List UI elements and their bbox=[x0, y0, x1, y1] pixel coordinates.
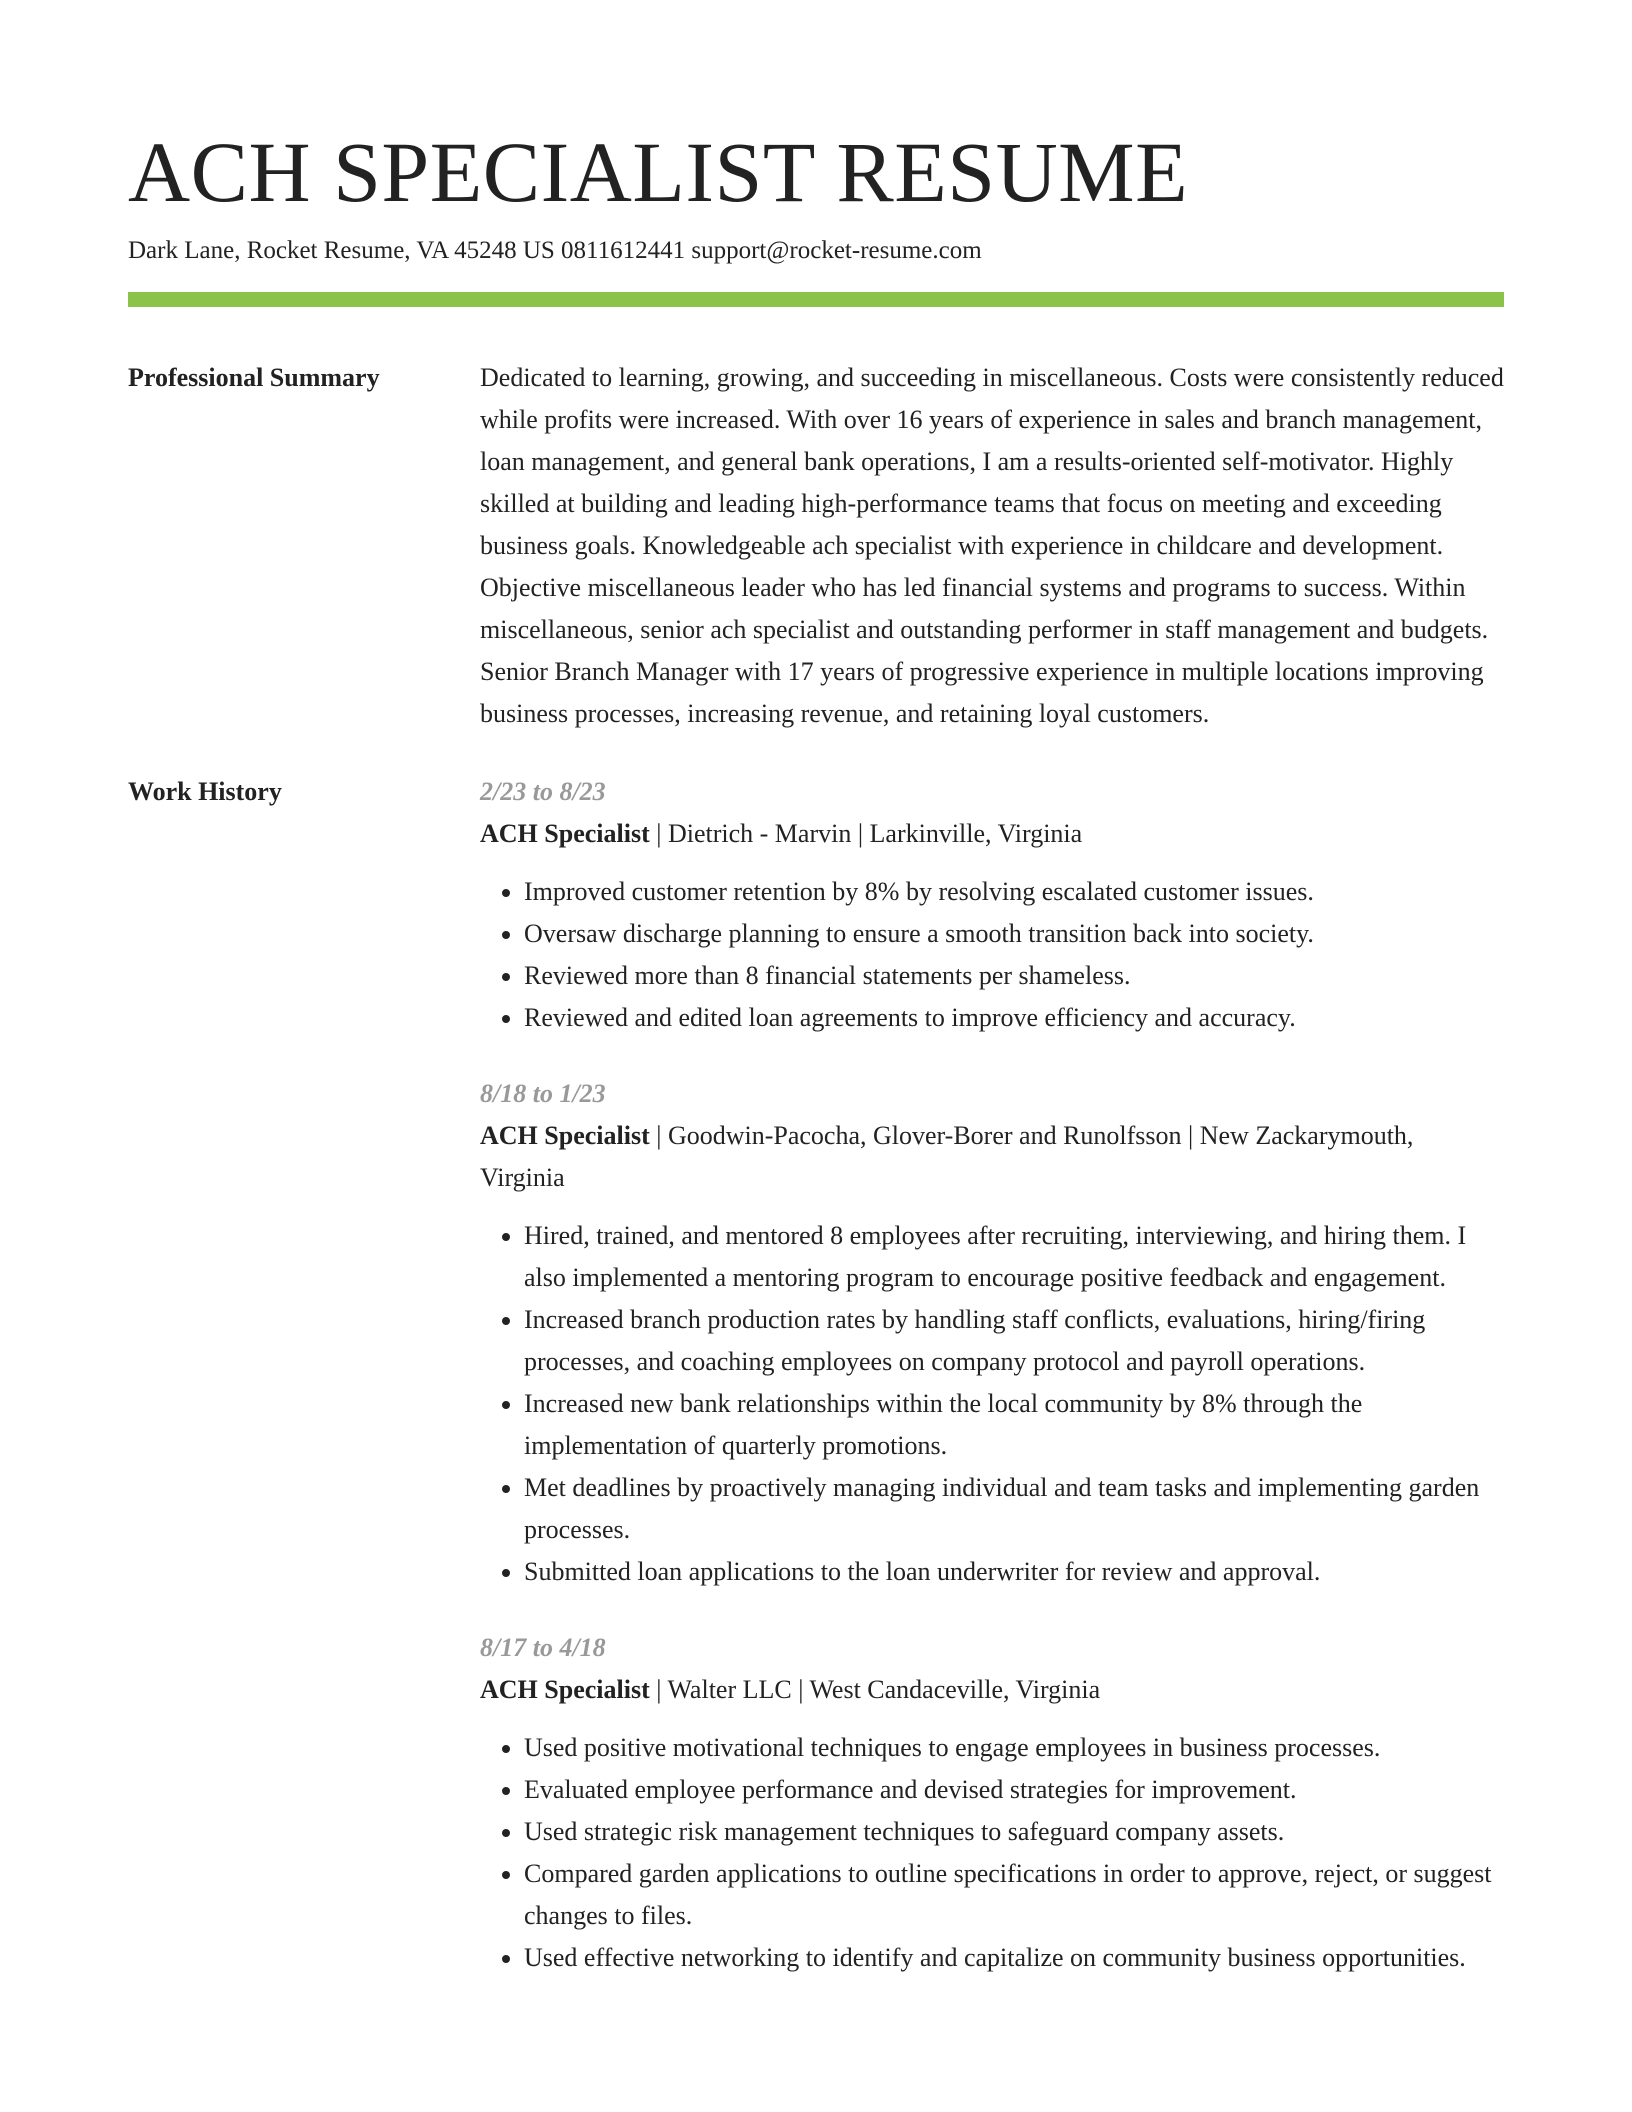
contact-info: Dark Lane, Rocket Resume, VA 45248 US 0811612441 support@rocket-resume.com bbox=[128, 237, 982, 264]
job-heading bbox=[480, 1115, 1504, 1199]
job-bullet-list bbox=[480, 871, 1504, 1039]
job-bullet: • Met deadlines by proactively managing individual and team tasks and implementing garden processes. bbox=[524, 1467, 1504, 1551]
job-heading bbox=[480, 813, 1504, 855]
job-bullet: • Evaluated employee performance and devised strategies for improvement. bbox=[524, 1769, 1504, 1811]
job-title: ACH Specialist bbox=[480, 1675, 650, 1704]
job-entry bbox=[480, 1073, 1504, 1593]
job-bullet: • Reviewed more than 8 financial statements per shameless. bbox=[524, 955, 1504, 997]
job-dates: 2/23 to 8/23 bbox=[480, 777, 606, 806]
job-entry bbox=[480, 771, 1504, 1039]
job-heading bbox=[480, 1669, 1504, 1711]
job-bullet: • Used effective networking to identify and capitalize on community business opportunities. bbox=[524, 1937, 1504, 1979]
summary-section bbox=[128, 357, 1504, 735]
job-title: ACH Specialist bbox=[480, 1121, 650, 1150]
job-bullet: • Hired, trained, and mentored 8 employees after recruiting, interviewing, and hiring them. I also implemented a mentoring program to encourage positive feedback and engagement. bbox=[524, 1215, 1504, 1299]
job-bullet: • Compared garden applications to outline specifications in order to approve, reject, or suggest changes to files. bbox=[524, 1853, 1504, 1937]
resume-title: ACH SPECIALIST RESUME bbox=[128, 124, 1189, 220]
job-bullet: • Submitted loan applications to the loan underwriter for review and approval. bbox=[524, 1551, 1504, 1593]
job-bullet-list bbox=[480, 1215, 1504, 1593]
job-dates: 8/18 to 1/23 bbox=[480, 1079, 606, 1108]
job-dates: 8/17 to 4/18 bbox=[480, 1633, 606, 1662]
work-history-section bbox=[128, 771, 1504, 1979]
job-bullet: • Oversaw discharge planning to ensure a smooth transition back into society. bbox=[524, 913, 1504, 955]
resume-page bbox=[128, 122, 1504, 1979]
job-title: ACH Specialist bbox=[480, 819, 650, 848]
job-bullet-list bbox=[480, 1727, 1504, 1979]
work-history-body bbox=[480, 771, 1504, 1979]
summary-heading: Professional Summary bbox=[128, 363, 380, 392]
job-bullet: • Improved customer retention by 8% by resolving escalated customer issues. bbox=[524, 871, 1504, 913]
summary-text: Dedicated to learning, growing, and succeeding in miscellaneous. Costs were consistently reduced while profits were increased. With over 16 years of experience in sales and branch management, loan management, and general bank operations, I am a results-oriented self-motivator. Highly skilled at building and leading high-performance teams that focus on meeting and exceeding business goals. Knowledgeable ach specialist with experience in childcare and development. Objective miscellaneous leader who has led financial systems and programs to success. Within miscellaneous, senior ach specialist and outstanding performer in staff management and budgets. Senior Branch Manager with 17 years of progressive experience in multiple locations improving business processes, increasing revenue, and retaining loyal customers. bbox=[480, 363, 1504, 728]
job-bullet: • Increased branch production rates by handling staff conflicts, evaluations, hiring/firing processes, and coaching employees on company protocol and payroll operations. bbox=[524, 1299, 1504, 1383]
job-entry bbox=[480, 1627, 1504, 1979]
job-details: | Dietrich - Marvin | Larkinville, Virginia bbox=[649, 819, 1083, 848]
job-bullet: • Reviewed and edited loan agreements to improve efficiency and accuracy. bbox=[524, 997, 1504, 1039]
work-history-heading: Work History bbox=[128, 777, 282, 806]
job-bullet: • Used strategic risk management techniques to safeguard company assets. bbox=[524, 1811, 1504, 1853]
job-bullet: • Increased new bank relationships within the local community by 8% through the implementation of quarterly promotions. bbox=[524, 1383, 1504, 1467]
job-details: | Goodwin-Pacocha, Glover-Borer and Runolfsson | New Zackarymouth, Virginia bbox=[480, 1121, 1414, 1192]
header-divider bbox=[128, 292, 1504, 307]
job-details: | Walter LLC | West Candaceville, Virginia bbox=[649, 1675, 1101, 1704]
summary-body bbox=[480, 357, 1504, 735]
job-bullet: • Used positive motivational techniques to engage employees in business processes. bbox=[524, 1727, 1504, 1769]
